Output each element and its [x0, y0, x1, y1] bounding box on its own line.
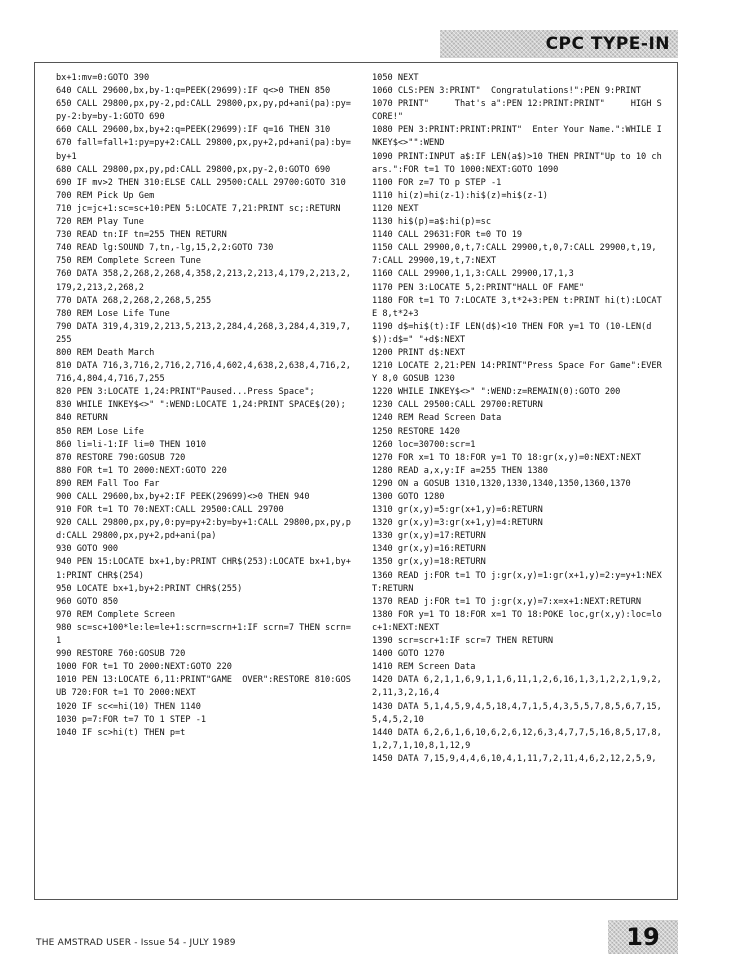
code-line: 870 RESTORE 790:GOSUB 720 — [56, 452, 186, 463]
code-line: 1200 PRINT d$:NEXT — [372, 347, 466, 358]
code-line: 980 sc=sc+100*le:le=le+1:scrn=scrn+1:IF scrn=7 THEN scrn=1 — [56, 622, 351, 647]
code-line: 1260 loc=30700:scr=1 — [372, 439, 476, 450]
code-line: 810 DATA 716,3,716,2,716,2,716,4,602,4,638,2,638,4,716,2,716,4,804,4,716,7,255 — [56, 361, 351, 385]
listing-right-column — [372, 72, 664, 766]
code-line: 1070 PRINT" That's a":PEN 12:PRINT:PRINT" HIGH SCORE!" — [372, 99, 662, 123]
code-line: 660 CALL 29600,bx,by+2:q=PEEK(29699):IF q=16 THEN 310 — [56, 125, 331, 136]
code-line: 1040 IF sc>hi(t) THEN p=t — [56, 727, 186, 738]
code-line: 1210 LOCATE 2,21:PEN 14:PRINT"Press Space For Game":EVERY 8,0 GOSUB 1230 — [372, 361, 662, 385]
code-line: 880 FOR t=1 TO 2000:NEXT:GOTO 220 — [56, 465, 227, 476]
code-line: 640 CALL 29600,bx,by-1:q=PEEK(29699):IF q<>0 THEN 850 — [56, 86, 331, 97]
listing-left-column — [56, 72, 356, 740]
code-line: 840 RETURN — [56, 413, 108, 424]
code-line: 1080 PEN 3:PRINT:PRINT:PRINT" Enter Your Name.":WHILE INKEY$<>"":WEND — [372, 125, 662, 149]
code-line: 1140 CALL 29631:FOR t=0 TO 19 — [372, 230, 523, 241]
code-line: 1450 DATA 7,15,9,4,4,6,10,4,1,11,7,2,11,4,6,2,12,2,5,9, — [372, 753, 657, 764]
code-line: 860 li=li-1:IF li=0 THEN 1010 — [56, 439, 207, 450]
publication-footer: THE AMSTRAD USER - Issue 54 - JULY 1989 — [36, 938, 236, 948]
code-line: 1050 NEXT — [372, 73, 419, 83]
code-line: 1190 d$=hi$(t):IF LEN(d$)<10 THEN FOR y=1 TO (10-LEN(d$)):d$=" "+d$:NEXT — [372, 321, 652, 345]
code-line: 1330 gr(x,y)=17:RETURN — [372, 531, 486, 542]
code-line: 1060 CLS:PEN 3:PRINT" Congratulations!":PEN 9:PRINT — [372, 86, 642, 97]
code-line: 1110 hi(z)=hi(z-1):hi$(z)=hi$(z-1) — [372, 190, 548, 201]
code-line: 1100 FOR z=7 TO p STEP -1 — [372, 177, 502, 188]
code-line: 910 FOR t=1 TO 70:NEXT:CALL 29500:CALL 29700 — [56, 505, 284, 516]
code-line: 820 PEN 3:LOCATE 1,24:PRINT"Paused...Press Space"; — [56, 387, 315, 398]
code-line: 830 WHILE INKEY$<>" ":WEND:LOCATE 1,24:PRINT SPACE$(20); — [56, 400, 346, 411]
code-line: 1320 gr(x,y)=3:gr(x+1,y)=4:RETURN — [372, 518, 543, 529]
code-line: 650 CALL 29800,px,py-2,pd:CALL 29800,px,py,pd+ani(pa):py=py-2:by=by-1:GOTO 690 — [56, 99, 351, 123]
code-line: 1440 DATA 6,2,6,1,6,10,6,2,6,12,6,3,4,7,7,5,16,8,5,17,8,1,2,7,1,10,8,1,12,9 — [372, 727, 662, 751]
code-line: 1410 REM Screen Data — [372, 662, 476, 673]
section-title: CPC TYPE-IN — [545, 34, 670, 54]
code-line: 1010 PEN 13:LOCATE 6,11:PRINT"GAME OVER":RESTORE 810:GOSUB 720:FOR t=1 TO 2000:NEXT — [56, 675, 351, 699]
code-line: 1300 GOTO 1280 — [372, 492, 445, 502]
code-line: 720 REM Play Tune — [56, 217, 144, 228]
code-line: 1090 PRINT:INPUT a$:IF LEN(a$)>10 THEN PRINT"Up to 10 chars.":FOR t=1 TO 1000:NEXT:GOTO 1090 — [372, 151, 662, 175]
code-line: 780 REM Lose Life Tune — [56, 308, 170, 319]
code-line: 940 PEN 15:LOCATE bx+1,by:PRINT CHR$(253):LOCATE bx+1,by+1:PRINT CHR$(254) — [56, 557, 351, 581]
code-line: 1350 gr(x,y)=18:RETURN — [372, 557, 486, 568]
code-line: 700 REM Pick Up Gem — [56, 190, 155, 201]
code-line: 1290 ON a GOSUB 1310,1320,1330,1340,1350,1360,1370 — [372, 478, 631, 489]
code-line: 1170 PEN 3:LOCATE 5,2:PRINT"HALL OF FAME" — [372, 282, 585, 293]
code-line: 690 IF mv>2 THEN 310:ELSE CALL 29500:CALL 29700:GOTO 310 — [56, 177, 346, 188]
code-line: 710 jc=jc+1:sc=sc+10:PEN 5:LOCATE 7,21:PRINT sc;:RETURN — [56, 203, 341, 214]
code-line: 1150 CALL 29900,0,t,7:CALL 29900,t,0,7:CALL 29900,t,19,7:CALL 29900,19,t,7:NEXT — [372, 243, 657, 267]
code-line: 1130 hi$(p)=a$:hi(p)=sc — [372, 217, 491, 228]
code-line: 1360 READ j:FOR t=1 TO j:gr(x,y)=1:gr(x+1,y)=2:y=y+1:NEXT:RETURN — [372, 570, 662, 594]
code-line: 850 REM Lose Life — [56, 426, 144, 437]
code-line: 1230 CALL 29500:CALL 29700:RETURN — [372, 400, 543, 411]
code-line: 1220 WHILE INKEY$<>" ":WEND:z=REMAIN(0):GOTO 200 — [372, 387, 621, 398]
code-line: 890 REM Fall Too Far — [56, 478, 160, 489]
code-line: 1400 GOTO 1270 — [372, 649, 445, 660]
code-line: 1390 scr=scr+1:IF scr=7 THEN RETURN — [372, 636, 554, 647]
code-line: 960 GOTO 850 — [56, 596, 119, 607]
code-line: 680 CALL 29800,px,py,pd:CALL 29800,px,py-2,0:GOTO 690 — [56, 164, 331, 175]
code-line: 790 DATA 319,4,319,2,213,5,213,2,284,4,268,3,284,4,319,7,255 — [56, 321, 351, 345]
code-line: 770 DATA 268,2,268,2,268,5,255 — [56, 295, 212, 306]
code-line: 970 REM Complete Screen — [56, 609, 175, 620]
code-line: 1030 p=7:FOR t=7 TO 1 STEP -1 — [56, 714, 207, 725]
code-line: 800 REM Death March — [56, 347, 155, 358]
code-line: 1280 READ a,x,y:IF a=255 THEN 1380 — [372, 465, 548, 476]
code-line: 1420 DATA 6,2,1,1,6,9,1,1,6,11,1,2,6,16,1,3,1,2,2,1,9,2,2,11,3,2,16,4 — [372, 675, 662, 699]
code-line: 750 REM Complete Screen Tune — [56, 256, 201, 267]
code-line: 1180 FOR t=1 TO 7:LOCATE 3,t*2+3:PEN t:PRINT hi(t):LOCATE 8,t*2+3 — [372, 295, 662, 319]
code-line: 730 READ tn:IF tn=255 THEN RETURN — [56, 230, 227, 241]
code-line: 900 CALL 29600,bx,by+2:IF PEEK(29699)<>0 THEN 940 — [56, 492, 310, 502]
code-line: 950 LOCATE bx+1,by+2:PRINT CHR$(255) — [56, 583, 243, 594]
code-line: 920 CALL 29800,px,py,0:py=py+2:by=by+1:CALL 29800,px,py,pd:CALL 29800,px,py+2,pd+ani(pa) — [56, 518, 351, 542]
code-line: 1270 FOR x=1 TO 18:FOR y=1 TO 18:gr(x,y)=0:NEXT:NEXT — [372, 452, 642, 463]
code-line: 670 fall=fall+1:py=py+2:CALL 29800,px,py+2,pd+ani(pa):by=by+1 — [56, 138, 351, 162]
code-line: 1380 FOR y=1 TO 18:FOR x=1 TO 18:POKE loc,gr(x,y):loc=loc+1:NEXT:NEXT — [372, 609, 662, 633]
code-line: 1240 REM Read Screen Data — [372, 413, 502, 424]
code-line: 1310 gr(x,y)=5:gr(x+1,y)=6:RETURN — [372, 505, 543, 516]
code-line: 1430 DATA 5,1,4,5,9,4,5,18,4,7,1,5,4,3,5,5,7,8,5,6,7,15,5,4,5,2,10 — [372, 701, 662, 725]
page-number: 19 — [626, 923, 660, 951]
code-line: 760 DATA 358,2,268,2,268,4,358,2,213,2,213,4,179,2,213,2,179,2,213,2,268,2 — [56, 269, 351, 293]
code-line: 1250 RESTORE 1420 — [372, 426, 460, 437]
code-line: 990 RESTORE 760:GOSUB 720 — [56, 649, 186, 660]
code-line: 740 READ lg:SOUND 7,tn,-lg,15,2,2:GOTO 730 — [56, 243, 274, 254]
code-line: 1160 CALL 29900,1,1,3:CALL 29900,17,1,3 — [372, 269, 574, 280]
code-line: 1000 FOR t=1 TO 2000:NEXT:GOTO 220 — [56, 662, 232, 673]
code-line: 1020 IF sc<=hi(10) THEN 1140 — [56, 701, 201, 712]
code-line: 1120 NEXT — [372, 203, 419, 214]
code-line: 930 GOTO 900 — [56, 544, 119, 555]
code-line: 1340 gr(x,y)=16:RETURN — [372, 544, 486, 555]
code-line: 1370 READ j:FOR t=1 TO j:gr(x,y)=7:x=x+1:NEXT:RETURN — [372, 596, 642, 607]
code-line: bx+1:mv=0:GOTO 390 — [56, 73, 150, 83]
